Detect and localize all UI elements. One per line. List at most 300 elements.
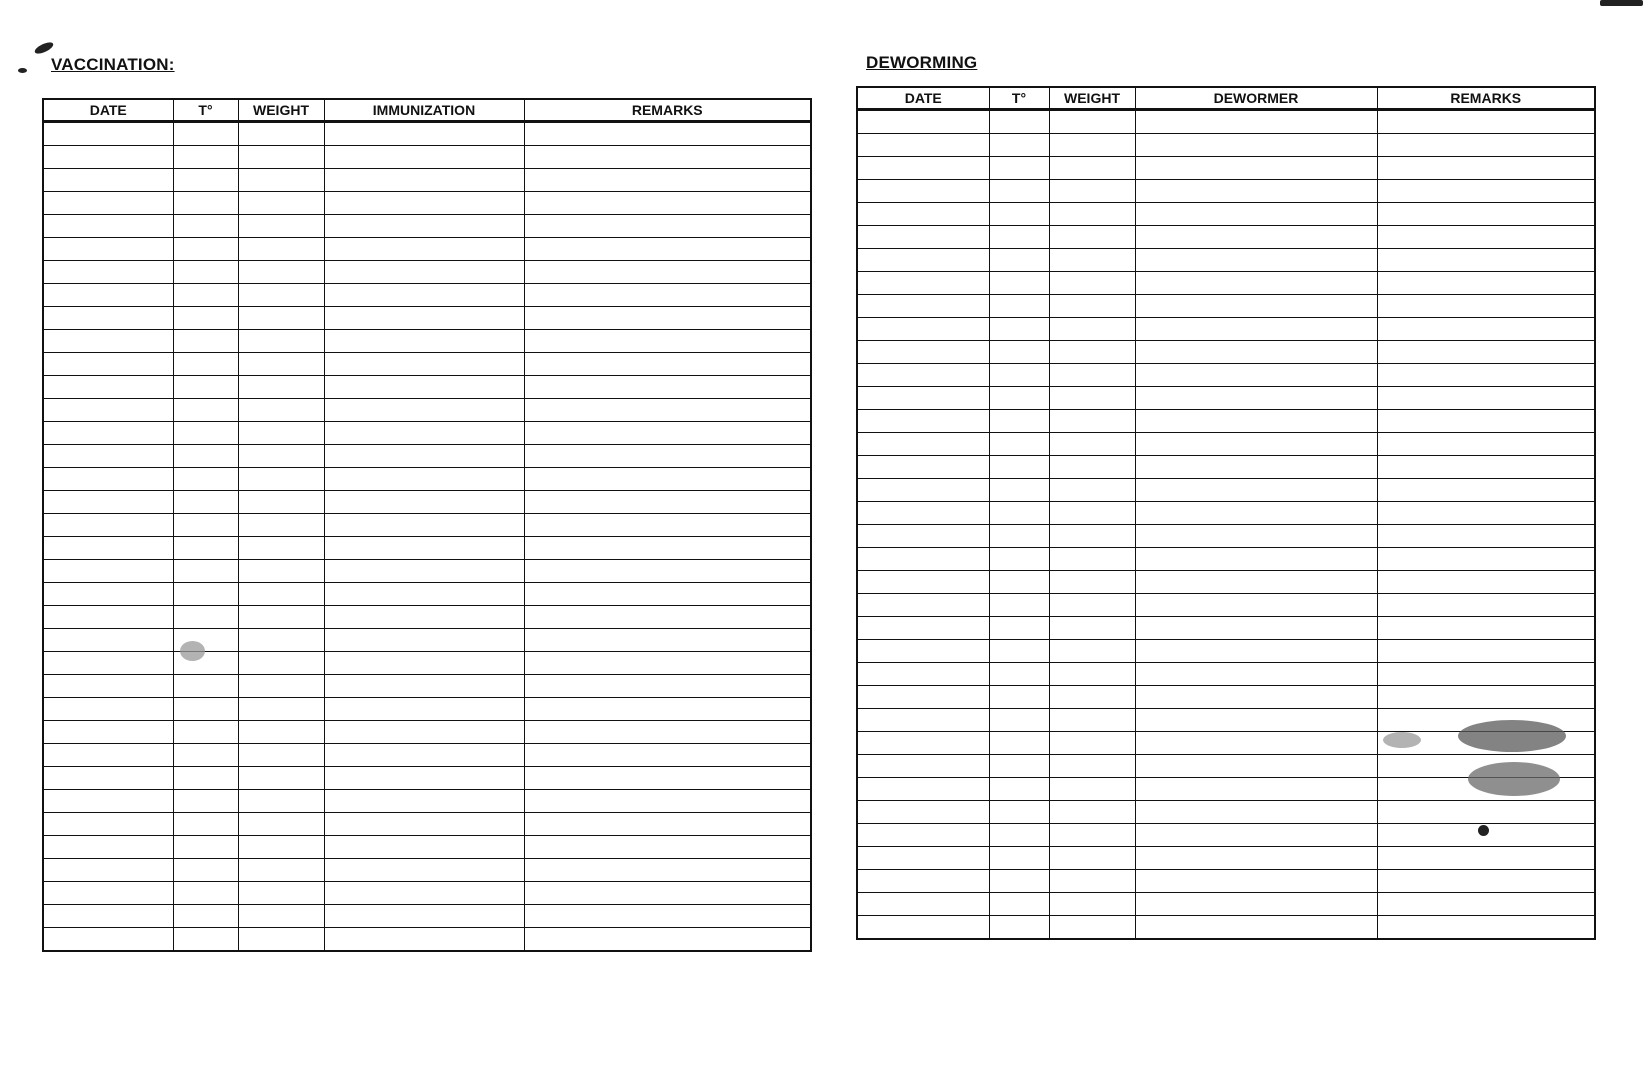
table-cell (238, 215, 324, 238)
table-cell (173, 905, 238, 928)
table-cell (524, 261, 811, 284)
table-cell (1377, 110, 1595, 134)
table-cell (1135, 479, 1377, 502)
table-cell (989, 617, 1049, 640)
table-cell (238, 422, 324, 445)
table-cell (857, 824, 989, 847)
table-cell (324, 261, 524, 284)
column-header-remarks: REMARKS (1377, 87, 1595, 110)
table-row (43, 422, 811, 445)
table-cell (524, 422, 811, 445)
table-cell (1049, 525, 1135, 548)
table-cell (524, 652, 811, 675)
table-cell (1049, 456, 1135, 479)
table-row (43, 169, 811, 192)
table-cell (1377, 916, 1595, 940)
table-cell (989, 801, 1049, 824)
table-row (857, 157, 1595, 180)
table-cell (238, 169, 324, 192)
table-cell (1377, 157, 1595, 180)
table-row (43, 721, 811, 744)
table-cell (1377, 341, 1595, 364)
table-cell (43, 537, 173, 560)
table-cell (524, 468, 811, 491)
table-cell (43, 376, 173, 399)
table-cell (989, 847, 1049, 870)
table-cell (989, 709, 1049, 732)
table-cell (324, 905, 524, 928)
table-cell (43, 928, 173, 952)
table-row (43, 284, 811, 307)
table-cell (1377, 847, 1595, 870)
table-row (857, 134, 1595, 157)
table-row (43, 468, 811, 491)
table-cell (43, 813, 173, 836)
table-cell (1135, 525, 1377, 548)
table-cell (1377, 594, 1595, 617)
table-cell (524, 698, 811, 721)
table-cell (324, 399, 524, 422)
table-cell (238, 376, 324, 399)
table-row (857, 318, 1595, 341)
table-cell (524, 629, 811, 652)
table-cell (857, 295, 989, 318)
table-cell (1049, 594, 1135, 617)
table-cell (324, 606, 524, 629)
table-cell (524, 491, 811, 514)
table-cell (1377, 640, 1595, 663)
table-cell (238, 307, 324, 330)
table-cell (857, 341, 989, 364)
table-cell (1377, 249, 1595, 272)
table-cell (43, 353, 173, 376)
table-row (43, 836, 811, 859)
table-row (43, 537, 811, 560)
table-cell (1135, 410, 1377, 433)
table-row (43, 928, 811, 952)
table-cell (524, 744, 811, 767)
table-cell (524, 790, 811, 813)
table-cell (524, 353, 811, 376)
table-cell (1377, 295, 1595, 318)
table-row (857, 893, 1595, 916)
table-cell (173, 353, 238, 376)
table-cell (43, 790, 173, 813)
table-cell (173, 169, 238, 192)
table-row (43, 698, 811, 721)
ink-speck (33, 40, 55, 56)
table-cell (857, 755, 989, 778)
table-cell (1135, 663, 1377, 686)
table-cell (1135, 249, 1377, 272)
table-cell (324, 445, 524, 468)
ink-speck (1600, 0, 1643, 6)
table-cell (238, 675, 324, 698)
vaccination-title: VACCINATION: (51, 55, 175, 74)
table-cell (989, 525, 1049, 548)
table-cell (1135, 916, 1377, 940)
table-cell (238, 491, 324, 514)
table-cell (324, 813, 524, 836)
table-cell (524, 721, 811, 744)
table-cell (857, 847, 989, 870)
table-row (43, 583, 811, 606)
table-cell (857, 502, 989, 525)
table-cell (1049, 663, 1135, 686)
table-cell (173, 698, 238, 721)
table-cell (43, 238, 173, 261)
table-cell (324, 122, 524, 146)
table-row (857, 548, 1595, 571)
table-cell (43, 284, 173, 307)
table-cell (524, 583, 811, 606)
table-cell (1049, 295, 1135, 318)
table-cell (324, 583, 524, 606)
table-cell (238, 468, 324, 491)
column-header-date: DATE (857, 87, 989, 110)
table-cell (173, 836, 238, 859)
table-cell (524, 146, 811, 169)
table-cell (324, 238, 524, 261)
table-cell (1377, 479, 1595, 502)
table-cell (857, 364, 989, 387)
table-row (857, 433, 1595, 456)
table-cell (173, 468, 238, 491)
table-cell (1377, 870, 1595, 893)
table-row (857, 594, 1595, 617)
ink-smudge (180, 641, 205, 661)
table-cell (324, 629, 524, 652)
table-row (857, 180, 1595, 203)
table-row (43, 905, 811, 928)
table-cell (1135, 824, 1377, 847)
table-cell (989, 502, 1049, 525)
table-cell (1135, 502, 1377, 525)
table-row (43, 122, 811, 146)
table-cell (1135, 640, 1377, 663)
table-cell (173, 491, 238, 514)
table-cell (324, 560, 524, 583)
table-cell (43, 721, 173, 744)
table-cell (238, 537, 324, 560)
table-cell (1135, 433, 1377, 456)
table-cell (324, 284, 524, 307)
table-cell (43, 629, 173, 652)
table-cell (989, 226, 1049, 249)
table-cell (238, 652, 324, 675)
table-cell (238, 606, 324, 629)
table-cell (857, 893, 989, 916)
table-row (857, 525, 1595, 548)
table-cell (1049, 502, 1135, 525)
table-cell (173, 560, 238, 583)
table-cell (238, 859, 324, 882)
table-cell (989, 110, 1049, 134)
table-cell (324, 721, 524, 744)
table-cell (524, 445, 811, 468)
table-cell (857, 640, 989, 663)
table-cell (1377, 134, 1595, 157)
table-cell (173, 813, 238, 836)
table-row (43, 146, 811, 169)
table-cell (173, 399, 238, 422)
table-cell (1135, 110, 1377, 134)
table-cell (989, 594, 1049, 617)
deworming-rows (857, 110, 1595, 940)
table-cell (173, 744, 238, 767)
table-cell (524, 399, 811, 422)
table-cell (857, 732, 989, 755)
table-row (857, 801, 1595, 824)
column-header-immunization: IMMUNIZATION (324, 99, 524, 122)
table-cell (1135, 732, 1377, 755)
table-cell (238, 238, 324, 261)
table-cell (324, 146, 524, 169)
table-cell (43, 583, 173, 606)
table-cell (43, 767, 173, 790)
table-cell (989, 571, 1049, 594)
table-cell (43, 307, 173, 330)
table-cell (524, 192, 811, 215)
table-cell (857, 387, 989, 410)
table-cell (173, 606, 238, 629)
table-cell (324, 307, 524, 330)
vaccination-rows (43, 122, 811, 952)
table-cell (43, 330, 173, 353)
table-cell (989, 203, 1049, 226)
table-cell (173, 928, 238, 952)
table-cell (1049, 893, 1135, 916)
table-row (857, 110, 1595, 134)
table-cell (989, 916, 1049, 940)
table-cell (173, 767, 238, 790)
table-cell (1049, 180, 1135, 203)
column-header-weight: WEIGHT (238, 99, 324, 122)
table-cell (1135, 709, 1377, 732)
table-cell (1049, 134, 1135, 157)
table-cell (324, 675, 524, 698)
deworming-table (856, 86, 1596, 940)
table-cell (43, 445, 173, 468)
table-row (43, 606, 811, 629)
table-cell (989, 732, 1049, 755)
table-cell (989, 824, 1049, 847)
table-row (43, 376, 811, 399)
table-cell (1377, 180, 1595, 203)
table-cell (524, 307, 811, 330)
column-header-dewormer: DEWORMER (1135, 87, 1377, 110)
table-cell (1135, 847, 1377, 870)
table-cell (1049, 709, 1135, 732)
table-cell (324, 353, 524, 376)
table-cell (989, 893, 1049, 916)
table-cell (173, 261, 238, 284)
table-cell (989, 755, 1049, 778)
table-cell (1049, 341, 1135, 364)
table-row (857, 870, 1595, 893)
table-cell (1135, 341, 1377, 364)
table-cell (43, 606, 173, 629)
table-cell (173, 583, 238, 606)
table-cell (1377, 801, 1595, 824)
table-row (43, 445, 811, 468)
column-header-remarks: REMARKS (524, 99, 811, 122)
table-cell (1135, 226, 1377, 249)
ink-speck (1478, 825, 1489, 836)
table-cell (857, 801, 989, 824)
table-cell (989, 295, 1049, 318)
table-cell (857, 663, 989, 686)
table-cell (1049, 870, 1135, 893)
table-cell (524, 675, 811, 698)
table-cell (989, 157, 1049, 180)
table-cell (324, 744, 524, 767)
table-row (857, 617, 1595, 640)
table-cell (43, 215, 173, 238)
table-cell (173, 284, 238, 307)
table-cell (324, 215, 524, 238)
table-cell (238, 629, 324, 652)
table-cell (238, 514, 324, 537)
table-cell (173, 422, 238, 445)
table-cell (238, 445, 324, 468)
table-cell (989, 663, 1049, 686)
table-cell (524, 606, 811, 629)
table-cell (1135, 755, 1377, 778)
table-row (857, 226, 1595, 249)
table-cell (1135, 203, 1377, 226)
table-cell (524, 169, 811, 192)
table-cell (1377, 272, 1595, 295)
table-cell (524, 836, 811, 859)
table-row (43, 330, 811, 353)
table-row (43, 215, 811, 238)
table-cell (43, 675, 173, 698)
table-cell (1049, 847, 1135, 870)
table-row (857, 272, 1595, 295)
table-cell (857, 686, 989, 709)
table-row (857, 640, 1595, 663)
table-cell (1135, 893, 1377, 916)
table-cell (524, 928, 811, 952)
table-cell (173, 790, 238, 813)
table-cell (1377, 318, 1595, 341)
column-header-temperature: T° (989, 87, 1049, 110)
table-cell (238, 767, 324, 790)
table-cell (43, 422, 173, 445)
table-cell (173, 330, 238, 353)
table-cell (1377, 893, 1595, 916)
table-row (857, 295, 1595, 318)
table-cell (1135, 571, 1377, 594)
vaccination-table (42, 98, 812, 952)
table-row (43, 882, 811, 905)
table-cell (324, 468, 524, 491)
table-cell (857, 110, 989, 134)
table-cell (1135, 801, 1377, 824)
table-cell (173, 859, 238, 882)
table-row (43, 790, 811, 813)
table-row (43, 675, 811, 698)
table-cell (43, 122, 173, 146)
table-cell (238, 353, 324, 376)
table-cell (857, 249, 989, 272)
table-cell (173, 675, 238, 698)
table-cell (1377, 387, 1595, 410)
ink-smudge (1383, 732, 1421, 748)
table-cell (43, 192, 173, 215)
table-cell (1135, 456, 1377, 479)
table-cell (524, 537, 811, 560)
table-cell (43, 560, 173, 583)
table-cell (524, 905, 811, 928)
table-cell (238, 583, 324, 606)
table-cell (1135, 180, 1377, 203)
table-cell (1135, 778, 1377, 801)
table-cell (989, 410, 1049, 433)
table-cell (324, 882, 524, 905)
table-cell (989, 433, 1049, 456)
table-cell (857, 617, 989, 640)
table-cell (43, 905, 173, 928)
table-cell (1049, 778, 1135, 801)
table-cell (173, 537, 238, 560)
table-cell (1049, 203, 1135, 226)
table-cell (173, 238, 238, 261)
table-cell (43, 744, 173, 767)
table-cell (1049, 801, 1135, 824)
table-cell (1135, 134, 1377, 157)
table-row (857, 456, 1595, 479)
table-row (43, 399, 811, 422)
table-cell (524, 813, 811, 836)
table-cell (1377, 456, 1595, 479)
table-cell (1135, 686, 1377, 709)
table-cell (857, 272, 989, 295)
table-cell (524, 560, 811, 583)
table-cell (43, 514, 173, 537)
table-cell (1049, 226, 1135, 249)
table-cell (524, 238, 811, 261)
table-cell (857, 180, 989, 203)
table-cell (1049, 755, 1135, 778)
table-cell (324, 767, 524, 790)
table-cell (524, 376, 811, 399)
table-row (857, 410, 1595, 433)
table-cell (524, 284, 811, 307)
table-cell (324, 422, 524, 445)
table-cell (1377, 433, 1595, 456)
table-cell (1049, 686, 1135, 709)
table-row (857, 203, 1595, 226)
table-cell (1377, 548, 1595, 571)
table-cell (1049, 272, 1135, 295)
table-cell (524, 122, 811, 146)
table-cell (1377, 617, 1595, 640)
table-cell (1049, 249, 1135, 272)
table-cell (1049, 640, 1135, 663)
table-cell (1135, 387, 1377, 410)
table-cell (173, 376, 238, 399)
table-cell (857, 594, 989, 617)
table-cell (1135, 295, 1377, 318)
table-cell (238, 905, 324, 928)
column-header-temperature: T° (173, 99, 238, 122)
table-cell (989, 318, 1049, 341)
table-cell (1377, 525, 1595, 548)
table-cell (43, 491, 173, 514)
table-cell (989, 456, 1049, 479)
